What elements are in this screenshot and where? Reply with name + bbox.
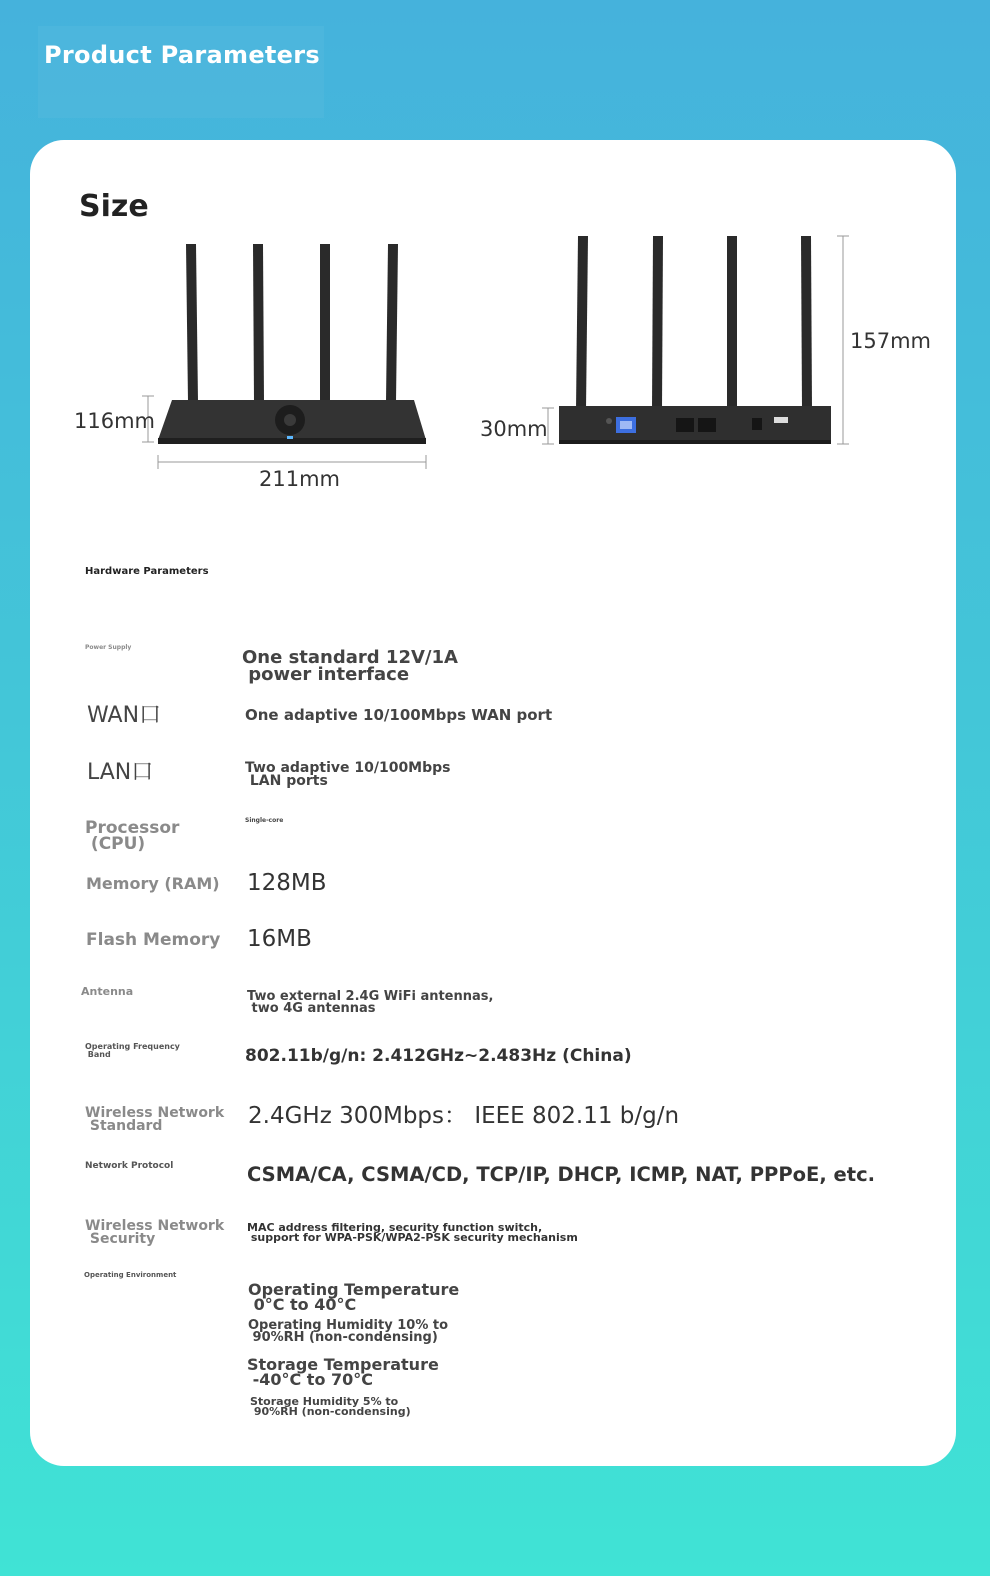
- spec-value-storage-humidity: Storage Humidity 5% to 90%RH (non-condensing): [250, 1395, 411, 1419]
- total-height-dimension-label: 157mm: [850, 329, 931, 353]
- spec-label-memory: Memory (RAM): [86, 874, 220, 893]
- size-heading: Size: [79, 189, 149, 224]
- height-dimension-label: 116mm: [74, 409, 155, 433]
- back-router-image: [559, 236, 831, 444]
- spec-value-processor: Single-core: [245, 817, 284, 824]
- spec-value-network-protocol: CSMA/CA, CSMA/CD, TCP/IP, DHCP, ICMP, NAT, PPPoE, etc.: [247, 1163, 876, 1186]
- front-router-image: [158, 244, 426, 444]
- spec-value-operating-temperature: Operating Temperature 0°C to 40°C: [248, 1280, 460, 1315]
- spec-label-network-protocol: Network Protocol: [85, 1161, 174, 1171]
- page-title: Product Parameters: [44, 41, 320, 69]
- depth-dimension-label: 30mm: [480, 417, 548, 441]
- spec-value-flash-memory: 16MB: [247, 926, 312, 952]
- hardware-parameters-heading: Hardware Parameters: [85, 566, 209, 577]
- router-dimension-figures: [0, 0, 990, 520]
- spec-value-lan: Two adaptive 10/100Mbps LAN ports: [245, 760, 451, 790]
- spec-value-power-supply: One standard 12V/1A power interface: [242, 647, 458, 686]
- spec-label-wireless-security: Wireless Network Security: [85, 1218, 225, 1248]
- spec-label-frequency-band: Operating Frequency Band: [85, 1042, 180, 1059]
- spec-label-flash-memory: Flash Memory: [86, 930, 221, 950]
- spec-label-operating-environment: Operating Environment: [84, 1271, 177, 1279]
- spec-label-wireless-standard: Wireless Network Standard: [85, 1105, 225, 1135]
- spec-value-wireless-security: MAC address filtering, security function switch, support for WPA-PSK/WPA2-PSK security mechanism: [247, 1221, 578, 1245]
- spec-value-antenna: Two external 2.4G WiFi antennas, two 4G antennas: [247, 989, 494, 1017]
- spec-label-wan: WAN口: [87, 703, 162, 728]
- spec-label-power-supply: Power Supply: [85, 644, 132, 651]
- spec-value-operating-humidity: Operating Humidity 10% to 90%RH (non-condensing): [248, 1318, 449, 1346]
- spec-value-wireless-standard: 2.4GHz 300Mbps： IEEE 802.11 b/g/n: [248, 1103, 680, 1129]
- spec-value-frequency-band: 802.11b/g/n: 2.412GHz~2.483Hz (China): [245, 1046, 632, 1066]
- spec-label-lan: LAN口: [87, 760, 154, 785]
- spec-label-antenna: Antenna: [81, 985, 134, 998]
- spec-label-processor: Processor (CPU): [85, 818, 180, 855]
- spec-value-wan: One adaptive 10/100Mbps WAN port: [245, 706, 553, 724]
- spec-value-storage-temperature: Storage Temperature -40°C to 70°C: [247, 1355, 439, 1390]
- width-dimension-label: 211mm: [259, 467, 340, 491]
- spec-value-memory: 128MB: [247, 870, 327, 896]
